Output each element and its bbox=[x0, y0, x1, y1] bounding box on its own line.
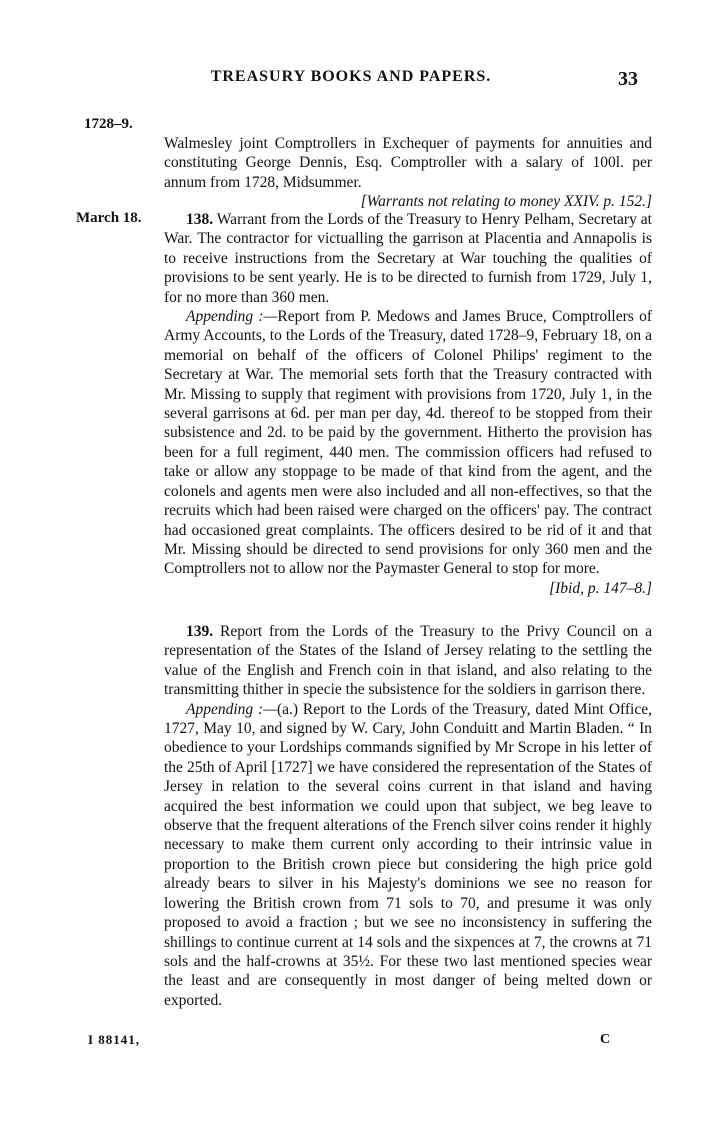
entry-138 bbox=[164, 210, 652, 598]
entry-139-number: 139. bbox=[186, 623, 214, 640]
printer-signature: I 88141, bbox=[88, 1032, 141, 1047]
entry-138-paragraph bbox=[164, 210, 652, 307]
margin-date-138: March 18. bbox=[76, 210, 142, 226]
entry-138-number: 138. bbox=[186, 211, 214, 228]
entry-138-appending bbox=[164, 307, 652, 598]
entry-139-text: Report from the Lords of the Treasury to the Privy Council on a representation of the States of the Island of Jersey relating to the settling the value of the English and French coin in that island, and also relating to the transmitting thither in specie the subsistence for the soldiers in garrison there. bbox=[164, 623, 653, 699]
entry-138-appending-label: Appending :— bbox=[186, 308, 278, 326]
entry-139-appending-label: Appending :— bbox=[186, 700, 277, 718]
entry-139 bbox=[164, 622, 652, 1010]
entry-139-appending-text: (a.) Report to the Lords of the Treasury, dated Mint Office, 1727, May 10, and signed by W. Cary, John Conduitt and Martin Bladen. “ In obedience to your Lordships commands signified by Mr Scrope in his letter of the 25th of April [1727] we have considered the representation of the States of Jersey in relation to the several coins current in that island and having acquired the best information we could upon that subject, we beg leave to observe that the frequent alterations of the French silver coins render it highly necessary to make them current only according to their intrinsic value in proportion to the British crown piece but considering the high price gold already bears to silver in his Majesty's dominions we see no reason for lowering the British crown from 71 sols to 70, and presume it was only proposed to avoid a fraction ; but we see no inconsistency in suffering the shillings to continue current at 14 sols and the sixpences at 7, the crowns at 71 sols and the half-crowns at 35½. For these two last mentioned species wear the least and are consequently in most danger of being melted down or exported. bbox=[164, 700, 652, 1009]
page-number: 33 bbox=[618, 68, 638, 90]
running-title: TREASURY BOOKS AND PAPERS. bbox=[210, 68, 492, 85]
entry-139-appending bbox=[164, 700, 652, 1011]
entry-138-appending-text: Report from P. Medows and James Bruce, Comptrollers of Army Accounts, to the Lords of the Treasury, dated 1728–9, February 18, on a memorial on behalf of the officers of Colonel Philips' regiment to the Secretary at War. The memorial sets forth that the Treasury contracted with Mr. Missing to supply that regiment with provisions from 1720, July 1, in the several garrisons at 6d. per man per day, 4d. thereof to be stopped from their subsistence and 2d. to be paid by the government. Hitherto the provision has been for a full regiment, 440 men. The commission officers had refused to take or allow any stoppage to be made of that kind from the agent, and the colonels and agents men were also included and all non-effectives, so that the recruits which had been raised were charged on the officers' pay. The contract had occasioned great complaints. The officers desired to be rid of it and that Mr. Missing should be directed to send provisions for only 360 men and the Comptrollers not to allow nor the Paymaster General to stop for more. bbox=[164, 308, 652, 578]
intro-block bbox=[164, 134, 652, 212]
intro-text: Walmesley joint Comptrollers in Exchequer of payments for annuities and constituting George Dennis, Esq. Comptroller with a salary of 100l. per annum from 1728, Midsummer. bbox=[164, 135, 652, 191]
margin-year: 1728–9. bbox=[84, 116, 133, 132]
entry-138-reference: [Ibid, p. 147–8.] bbox=[549, 579, 652, 597]
intro-reference: [Warrants not relating to money XXIV. p. 152.] bbox=[360, 193, 652, 211]
entry-139-paragraph bbox=[164, 622, 652, 700]
sheet-mark: C bbox=[600, 1032, 611, 1047]
entry-138-text: Warrant from the Lords of the Treasury to Henry Pelham, Secretary at War. The contractor for victualling the garrison at Placentia and Annapolis is to receive instructions from the Secretary at War touching the qualities of provisions to be sent yearly. He is to be directed to furnish from 1729, July 1, for no more than 360 men. bbox=[164, 211, 652, 306]
